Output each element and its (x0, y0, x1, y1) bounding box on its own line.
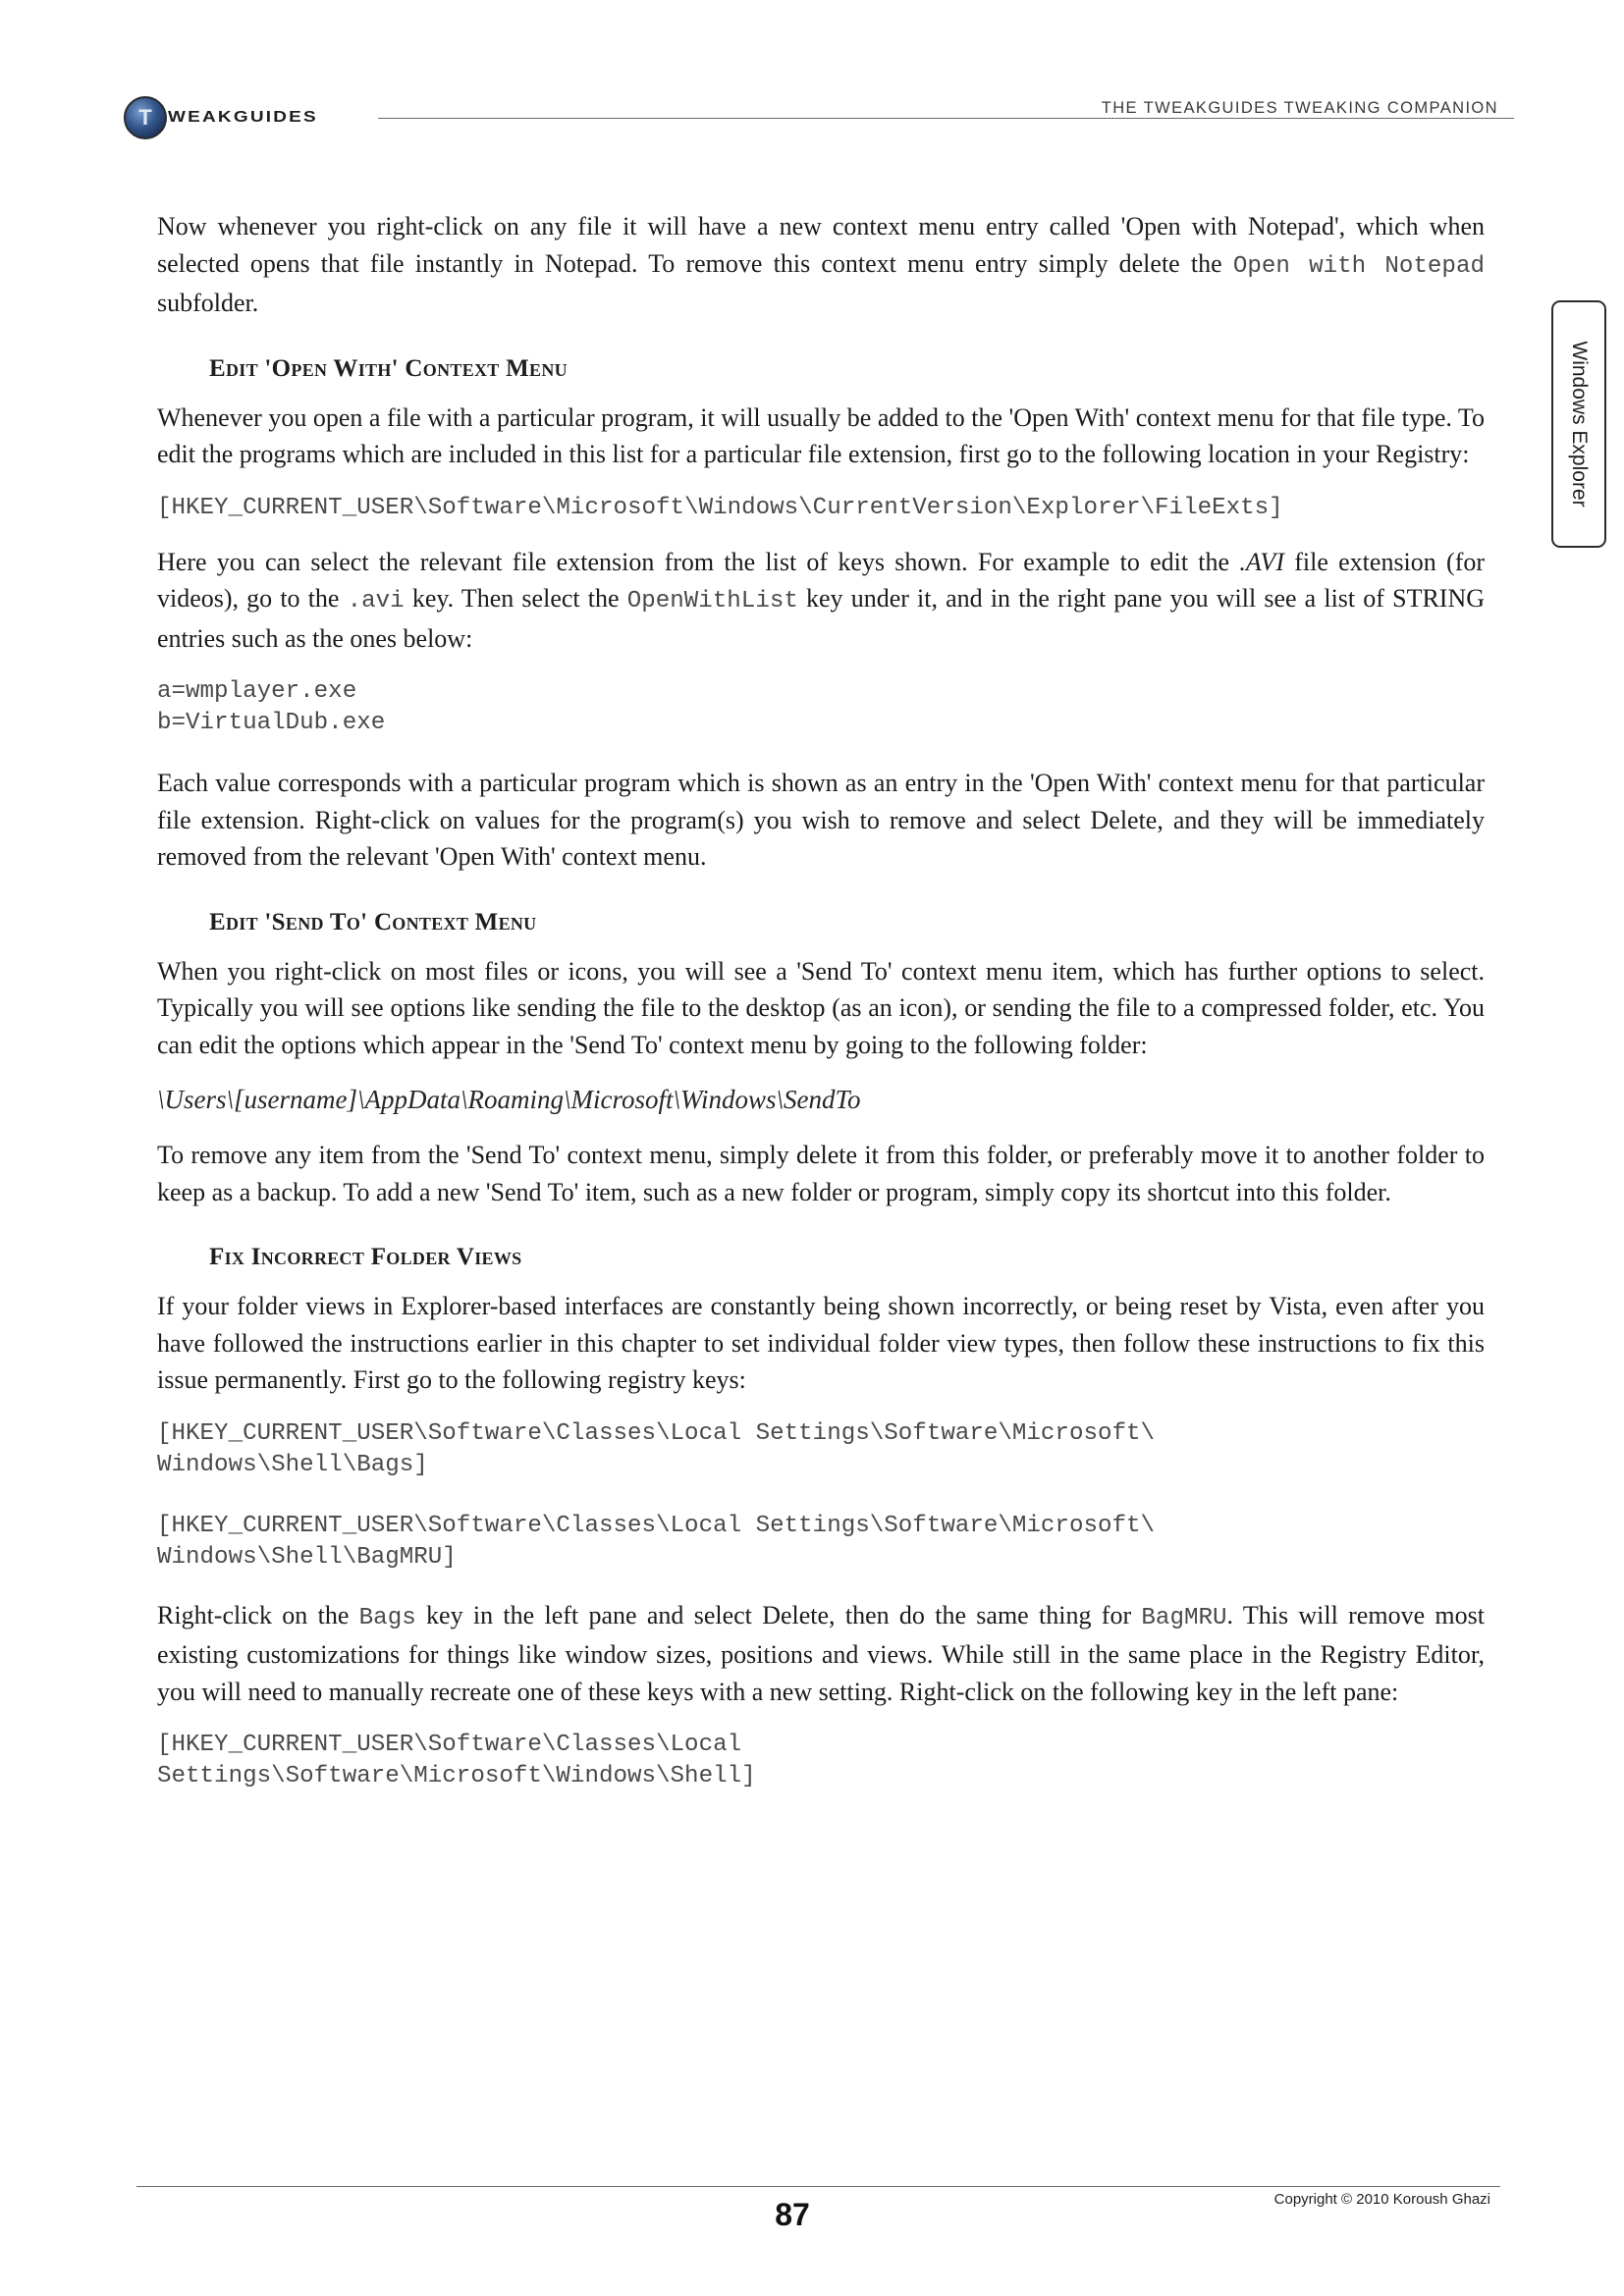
inline-code: Bags (358, 1604, 416, 1631)
chapter-side-tab (1551, 300, 1606, 548)
paragraph: Right-click on the Bags key in the left pane and select Delete, then do the same thing for BagMRU. This will remove most existing customizations for things like window sizes, positions and views. While still in the same place in the Registry Editor, you will need to manually recreate one of these keys with a new setting. Right-click on the following key in the left pane: (157, 1600, 1485, 1706)
registry-values-code: a=wmplayer.exe b=VirtualDub.exe (157, 678, 386, 736)
folder-path: \Users\[username]\AppData\Roaming\Microsoft\Windows\SendTo (157, 1085, 861, 1114)
section-heading: Fix Incorrect Folder Views (209, 1244, 522, 1270)
section-heading: Edit 'Open With' Context Menu (209, 354, 568, 382)
page-content (157, 208, 1485, 1792)
inline-code: .avi (347, 588, 405, 614)
page-number: 87 (775, 2197, 810, 2232)
paragraph: Here you can select the relevant file extension from the list of keys shown. For example to edit the .AVI file extension (for videos), go to the .avi key. Then select the OpenWithList key under it, and in the right pane you will see a list of STRING entries such as the ones below: (157, 547, 1486, 653)
footer-rule (136, 2186, 1500, 2187)
paragraph: Whenever you open a file with a particular program, it will usually be added to the 'Open With' context menu for that file type. To edit the programs which are included in this list for a particular file extension, first go to the following location in your Registry: (157, 402, 1485, 468)
paragraph: Each value corresponds with a particular program which is shown as an entry in the 'Open With' context menu for that particular file extension. Right-click on values for the program(s) you wish to remove and select Delete, and they will be immediately removed from the relevant 'Open With' context menu. (157, 769, 1485, 871)
tweakguides-logo (124, 96, 318, 139)
inline-code: Open with Notepad (1232, 252, 1485, 280)
header-rule (378, 118, 1514, 119)
section-heading: Edit 'Send To' Context Menu (209, 908, 537, 935)
paragraph: If your folder views in Explorer-based interfaces are constantly being shown incorrectly, or being reset by Vista, even after you have followed the instructions earlier in this chapter to set individual folder view types, then follow these instructions to fix this issue permanently. First go to the following registry keys: (157, 1292, 1485, 1394)
paragraph: When you right-click on most files or icons, you will see a 'Send To' context menu item, which has further options to select. Typically you will see options like sending the file to the desktop (as an icon), or sending the file to a compressed folder, etc. You can edit the options which appear in the 'Send To' context menu by going to the following folder: (157, 956, 1485, 1059)
inline-code: BagMRU (1141, 1604, 1227, 1631)
registry-key-code: [HKEY_CURRENT_USER\Software\Classes\Local Settings\Software\Microsoft\ Windows\Shell\Bags] (157, 1419, 1156, 1478)
copyright-notice: Copyright © 2010 Koroush Ghazi (1273, 2191, 1490, 2208)
paragraph: Now whenever you right-click on any file it will have a new context menu entry called 'Open with Notepad', which when selected opens that file instantly in Notepad. To remove this context menu entry simply delete the Open with Notepad subfolder. (157, 212, 1485, 317)
registry-key-code: [HKEY_CURRENT_USER\Software\Classes\Local Settings\Software\Microsoft\ Windows\Shell\BagMRU] (157, 1512, 1156, 1571)
header-title: THE TWEAKGUIDES TWEAKING COMPANION (1101, 99, 1498, 117)
registry-key-code: [HKEY_CURRENT_USER\Software\Classes\Local Settings\Software\Microsoft\Windows\Shell] (157, 1732, 756, 1789)
inline-code: OpenWithList (626, 588, 798, 614)
chapter-side-tab-label: Windows Explorer (1568, 341, 1591, 507)
paragraph: To remove any item from the 'Send To' context menu, simply delete it from this folder, or preferably move it to another folder to keep as a backup. To add a new 'Send To' item, such as a new folder or program, simply copy its shortcut into this folder. (157, 1141, 1485, 1206)
registry-key-code: [HKEY_CURRENT_USER\Software\Microsoft\Windows\CurrentVersion\Explorer\FileExts] (157, 494, 1283, 521)
logo-wordmark: WEAKGUIDES (168, 108, 318, 127)
logo-emblem-icon: T (124, 96, 167, 139)
